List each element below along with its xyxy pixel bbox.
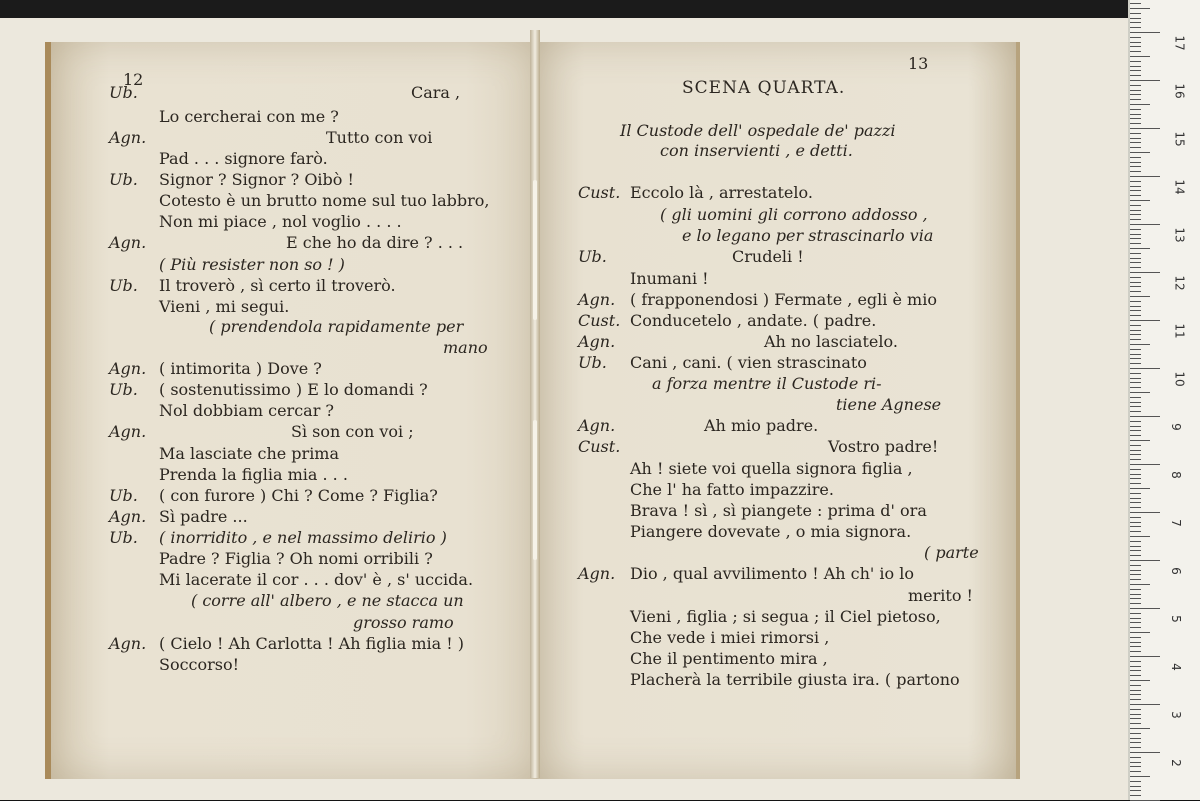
ruler-tick: [1130, 75, 1141, 76]
ruler-tick: [1130, 594, 1141, 595]
ruler-tick: [1130, 766, 1141, 767]
ruler-tick: [1130, 248, 1150, 249]
ruler-number: 12: [1172, 275, 1187, 291]
ruler-tick: [1130, 646, 1141, 647]
text-line: Padre ? Figlia ? Oh nomi orribili ?: [159, 549, 433, 568]
text-line: Mi lacerate il cor . . . dov' è , s' uccida.: [159, 570, 474, 589]
ruler-tick: [1130, 219, 1141, 220]
ruler-tick: [1130, 694, 1141, 695]
ruler-tick: [1130, 589, 1141, 590]
ruler-tick: [1130, 795, 1141, 796]
ruler-tick: [1130, 603, 1141, 604]
ruler-tick: [1130, 373, 1141, 374]
ruler-tick: [1130, 22, 1141, 23]
speaker-label: Ub.: [109, 170, 138, 189]
text-line: ( parte: [924, 543, 979, 562]
ruler-tick: [1130, 354, 1141, 355]
ruler-tick: [1130, 522, 1141, 523]
text-line: Che vede i miei rimorsi ,: [630, 628, 830, 647]
text-line: Ah no lasciatelo.: [764, 332, 898, 351]
ruler-tick: [1130, 704, 1160, 705]
ruler-tick: [1130, 550, 1141, 551]
ruler-tick: [1130, 786, 1141, 787]
background-top: [0, 0, 1130, 18]
text-line: Il troverò , sì certo il troverò.: [159, 276, 396, 295]
text-line: ( gli uomini gli corrono addosso ,: [660, 205, 928, 224]
text-line: tiene Agnese: [836, 395, 942, 414]
ruler-tick: [1130, 171, 1141, 172]
speaker-label: Ub.: [109, 486, 138, 505]
ruler-number: 14: [1172, 179, 1187, 195]
text-line: Cani , cani. ( vien strascinato: [630, 353, 867, 372]
ruler-tick: [1130, 661, 1141, 662]
ruler-tick: [1130, 138, 1141, 139]
ruler-tick: [1130, 579, 1141, 580]
text-line: Sì padre ...: [159, 507, 248, 526]
ruler-tick: [1130, 421, 1141, 422]
ruler-tick: [1130, 565, 1141, 566]
ruler-number: 8: [1168, 471, 1183, 479]
ruler-tick: [1130, 368, 1160, 369]
ruler-tick: [1130, 296, 1150, 297]
speaker-label: Agn.: [109, 507, 147, 526]
ruler-tick: [1130, 349, 1141, 350]
ruler-tick: [1130, 387, 1141, 388]
ruler-tick: [1130, 536, 1150, 537]
ruler-tick: [1130, 243, 1141, 244]
text-line: Vieni , figlia ; si segua ; il Ciel pietoso,: [630, 607, 941, 626]
ruler-tick: [1130, 253, 1141, 254]
text-line: Non mi piace , nol voglio . . . .: [159, 212, 402, 231]
ruler-tick: [1130, 709, 1141, 710]
ruler-tick: [1130, 267, 1141, 268]
ruler-tick: [1130, 728, 1150, 729]
ruler-tick: [1130, 670, 1141, 671]
ruler-tick: [1130, 205, 1141, 206]
ruler-tick: [1130, 618, 1141, 619]
ruler-tick: [1130, 680, 1150, 681]
ruler-tick: [1130, 570, 1141, 571]
text-line: Pad . . . signore farò.: [159, 149, 328, 168]
ruler-number: 16: [1172, 83, 1187, 99]
ruler-tick: [1130, 517, 1141, 518]
ruler-tick: [1130, 27, 1141, 28]
ruler-tick: [1130, 358, 1141, 359]
ruler-tick: [1130, 426, 1141, 427]
speaker-label: Agn.: [109, 634, 147, 653]
ruler-tick: [1130, 781, 1141, 782]
speaker-label: Ub.: [109, 380, 138, 399]
ruler-tick: [1130, 238, 1141, 239]
text-line: Eccolo là , arrestatelo.: [630, 183, 813, 202]
ruler-tick: [1130, 435, 1141, 436]
text-line: Conducetelo , andate. ( padre.: [630, 311, 877, 330]
ruler-tick: [1130, 118, 1141, 119]
text-line: Soccorso!: [159, 655, 240, 674]
ruler-tick: [1130, 699, 1141, 700]
ruler-tick: [1130, 80, 1160, 81]
book-spine: [530, 30, 540, 778]
text-line: ( con furore ) Chi ? Come ? Figlia?: [159, 486, 438, 505]
ruler-number: 3: [1168, 711, 1183, 719]
ruler-tick: [1130, 776, 1150, 777]
speaker-label: Agn.: [578, 290, 616, 309]
ruler-tick: [1130, 464, 1160, 465]
ruler-tick: [1130, 474, 1141, 475]
scene-subtitle-2: con inservienti , e detti.: [660, 141, 853, 160]
text-line: Vostro padre!: [828, 437, 939, 456]
ruler-tick: [1130, 61, 1141, 62]
ruler-tick: [1130, 382, 1141, 383]
ruler-tick: [1130, 411, 1141, 412]
ruler-number: 2: [1168, 759, 1183, 767]
ruler-tick: [1130, 406, 1141, 407]
ruler-tick: [1130, 147, 1141, 148]
ruler-tick: [1130, 574, 1141, 575]
speaker-label: Ub.: [109, 276, 138, 295]
ruler-tick: [1130, 90, 1141, 91]
ruler-tick: [1130, 229, 1141, 230]
ruler-number: 13: [1172, 227, 1187, 243]
speaker-label: Ub.: [578, 353, 607, 372]
ruler-tick: [1130, 488, 1150, 489]
ruler-tick: [1130, 397, 1141, 398]
ruler-tick: [1130, 186, 1141, 187]
ruler-tick: [1130, 94, 1141, 95]
binding-thread-bottom: [533, 420, 537, 560]
ruler-tick: [1130, 200, 1150, 201]
ruler-tick: [1130, 445, 1141, 446]
page-number-right: 13: [908, 54, 929, 73]
ruler-tick: [1130, 613, 1141, 614]
ruler-tick: [1130, 584, 1150, 585]
text-line: Crudeli !: [732, 247, 804, 266]
ruler-tick: [1130, 541, 1141, 542]
ruler-tick: [1130, 190, 1141, 191]
ruler-tick: [1130, 498, 1141, 499]
text-line: Lo cercherai con me ?: [159, 107, 339, 126]
ruler-tick: [1130, 469, 1141, 470]
ruler-tick: [1130, 430, 1141, 431]
ruler-tick: [1130, 339, 1141, 340]
measuring-ruler: [1128, 0, 1200, 800]
ruler-tick: [1130, 286, 1141, 287]
ruler-tick: [1130, 440, 1150, 441]
ruler-tick: [1130, 166, 1141, 167]
ruler-tick: [1130, 742, 1141, 743]
text-line: Piangere dovevate , o mia signora.: [630, 522, 912, 541]
ruler-tick: [1130, 128, 1160, 129]
text-line: Cotesto è un brutto nome sul tuo labbro,: [159, 191, 490, 210]
text-line: Placherà la terribile giusta ira. ( partono: [630, 670, 960, 689]
ruler-tick: [1130, 291, 1141, 292]
ruler-tick: [1130, 32, 1160, 33]
ruler-tick: [1130, 195, 1141, 196]
text-line: E che ho da dire ? . . .: [286, 233, 464, 252]
text-line: a forza mentre il Custode ri-: [652, 374, 882, 393]
text-line: ( prendendola rapidamente per: [209, 317, 464, 336]
ruler-tick: [1130, 493, 1141, 494]
ruler-tick: [1130, 416, 1160, 417]
text-line: Ah ! siete voi quella signora figlia ,: [630, 459, 913, 478]
ruler-tick: [1130, 234, 1141, 235]
ruler-number: 11: [1172, 323, 1187, 339]
ruler-tick: [1130, 210, 1141, 211]
left-page: [45, 42, 539, 779]
ruler-tick: [1130, 507, 1141, 508]
ruler-tick: [1130, 181, 1141, 182]
speaker-label: Agn.: [109, 233, 147, 252]
ruler-tick: [1130, 685, 1141, 686]
text-line: Nol dobbiam cercar ?: [159, 401, 334, 420]
ruler-tick: [1130, 690, 1141, 691]
ruler-tick: [1130, 344, 1150, 345]
speaker-label: Cust.: [578, 437, 621, 456]
ruler-tick: [1130, 632, 1150, 633]
ruler-tick: [1130, 315, 1141, 316]
ruler-tick: [1130, 325, 1141, 326]
ruler-tick: [1130, 752, 1160, 753]
text-line: merito !: [908, 586, 973, 605]
speaker-label: Cust.: [578, 311, 621, 330]
ruler-tick: [1130, 162, 1141, 163]
ruler-tick: [1130, 378, 1141, 379]
text-line: ( frapponendosi ) Fermate , egli è mio: [630, 290, 937, 309]
ruler-tick: [1130, 627, 1141, 628]
text-line: mano: [443, 338, 488, 357]
speaker-label: Agn.: [578, 416, 616, 435]
ruler-number: 7: [1168, 519, 1183, 527]
ruler-tick: [1130, 392, 1150, 393]
ruler-tick: [1130, 560, 1160, 561]
ruler-tick: [1130, 757, 1141, 758]
ruler-tick: [1130, 637, 1141, 638]
speaker-label: Ub.: [578, 247, 607, 266]
speaker-label: Ub.: [109, 83, 138, 102]
ruler-number: 6: [1168, 567, 1183, 575]
ruler-tick: [1130, 642, 1141, 643]
ruler-tick: [1130, 790, 1141, 791]
ruler-tick: [1130, 99, 1141, 100]
ruler-tick: [1130, 46, 1141, 47]
ruler-tick: [1130, 747, 1141, 748]
ruler-tick: [1130, 104, 1150, 105]
ruler-tick: [1130, 723, 1141, 724]
text-line: Inumani !: [630, 269, 709, 288]
ruler-tick: [1130, 109, 1141, 110]
ruler-tick: [1130, 56, 1150, 57]
speaker-label: Agn.: [109, 128, 147, 147]
ruler-tick: [1130, 320, 1160, 321]
ruler-tick: [1130, 85, 1141, 86]
text-line: Cara ,: [411, 83, 461, 102]
text-line: Sì son con voi ;: [291, 422, 414, 441]
ruler-tick: [1130, 363, 1141, 364]
ruler-tick: [1130, 598, 1141, 599]
ruler-tick: [1130, 714, 1141, 715]
text-line: grosso ramo: [353, 613, 454, 632]
ruler-tick: [1130, 306, 1141, 307]
text-line: Signor ? Signor ? Oibò !: [159, 170, 354, 189]
ruler-tick: [1130, 133, 1141, 134]
text-line: Prenda la figlia mia . . .: [159, 465, 348, 484]
ruler-tick: [1130, 622, 1141, 623]
ruler-number: 15: [1172, 131, 1187, 147]
ruler-tick: [1130, 478, 1141, 479]
ruler-tick: [1130, 526, 1141, 527]
text-line: Vieni , mi segui.: [159, 297, 290, 316]
ruler-tick: [1130, 301, 1141, 302]
ruler-tick: [1130, 512, 1160, 513]
ruler-tick: [1130, 762, 1141, 763]
ruler-tick: [1130, 651, 1141, 652]
ruler-tick: [1130, 224, 1160, 225]
ruler-tick: [1130, 733, 1141, 734]
ruler-tick: [1130, 454, 1141, 455]
ruler-tick: [1130, 70, 1141, 71]
ruler-tick: [1130, 37, 1141, 38]
ruler-tick: [1130, 13, 1141, 14]
ruler-tick: [1130, 334, 1141, 335]
ruler-tick: [1130, 176, 1160, 177]
ruler-tick: [1130, 214, 1141, 215]
text-line: ( sostenutissimo ) E lo domandi ?: [159, 380, 428, 399]
ruler-tick: [1130, 51, 1141, 52]
ruler-tick: [1130, 3, 1141, 4]
text-line: e lo legano per strascinarlo via: [682, 226, 934, 245]
speaker-label: Agn.: [109, 422, 147, 441]
ruler-tick: [1130, 502, 1141, 503]
text-line: ( inorridito , e nel massimo delirio ): [159, 528, 447, 547]
ruler-tick: [1130, 675, 1141, 676]
ruler-tick: [1130, 114, 1141, 115]
text-line: ( Cielo ! Ah Carlotta ! Ah figlia mia ! ): [159, 634, 465, 653]
ruler-tick: [1130, 656, 1160, 657]
ruler-tick: [1130, 8, 1150, 9]
ruler-number: 5: [1168, 615, 1183, 623]
ruler-tick: [1130, 272, 1160, 273]
ruler-tick: [1130, 262, 1141, 263]
ruler-tick: [1130, 738, 1141, 739]
ruler-tick: [1130, 310, 1141, 311]
text-line: Che l' ha fatto impazzire.: [630, 480, 834, 499]
ruler-number: 9: [1168, 423, 1183, 431]
speaker-label: Agn.: [578, 332, 616, 351]
scene-subtitle-1: Il Custode dell' ospedale de' pazzi: [620, 121, 896, 140]
text-line: Ma lasciate che prima: [159, 444, 340, 463]
ruler-tick: [1130, 18, 1141, 19]
speaker-label: Agn.: [109, 359, 147, 378]
text-line: Tutto con voi: [326, 128, 433, 147]
ruler-tick: [1130, 608, 1160, 609]
ruler-tick: [1130, 42, 1141, 43]
ruler-tick: [1130, 771, 1141, 772]
ruler-tick: [1130, 555, 1141, 556]
ruler-tick: [1130, 157, 1141, 158]
text-line: Brava ! sì , sì piangete : prima d' ora: [630, 501, 927, 520]
text-line: Ah mio padre.: [704, 416, 819, 435]
text-line: ( Più resister non so ! ): [159, 255, 345, 274]
ruler-tick: [1130, 330, 1141, 331]
binding-thread-top: [533, 180, 537, 320]
ruler-tick: [1130, 483, 1141, 484]
ruler-number: 4: [1168, 663, 1183, 671]
ruler-tick: [1130, 123, 1141, 124]
text-line: Che il pentimento mira ,: [630, 649, 828, 668]
speaker-label: Ub.: [109, 528, 138, 547]
ruler-tick: [1130, 718, 1141, 719]
right-page: [536, 42, 1020, 779]
ruler-tick: [1130, 450, 1141, 451]
ruler-tick: [1130, 531, 1141, 532]
ruler-number: 10: [1172, 371, 1187, 387]
text-line: ( intimorita ) Dove ?: [159, 359, 322, 378]
ruler-tick: [1130, 258, 1141, 259]
scene-title: SCENA QUARTA.: [682, 78, 846, 98]
ruler-tick: [1130, 402, 1141, 403]
page-number-left: 12: [123, 70, 144, 89]
ruler-tick: [1130, 152, 1150, 153]
ruler-tick: [1130, 666, 1141, 667]
text-line: ( corre all' albero , e ne stacca un: [191, 591, 464, 610]
ruler-tick: [1130, 66, 1141, 67]
ruler-tick: [1130, 459, 1141, 460]
ruler-tick: [1130, 142, 1141, 143]
speaker-label: Cust.: [578, 183, 621, 202]
ruler-tick: [1130, 546, 1141, 547]
ruler-tick: [1130, 277, 1141, 278]
speaker-label: Agn.: [578, 564, 616, 583]
ruler-number: 17: [1172, 35, 1187, 51]
text-line: Dio , qual avvilimento ! Ah ch' io lo: [630, 564, 914, 583]
ruler-tick: [1130, 282, 1141, 283]
